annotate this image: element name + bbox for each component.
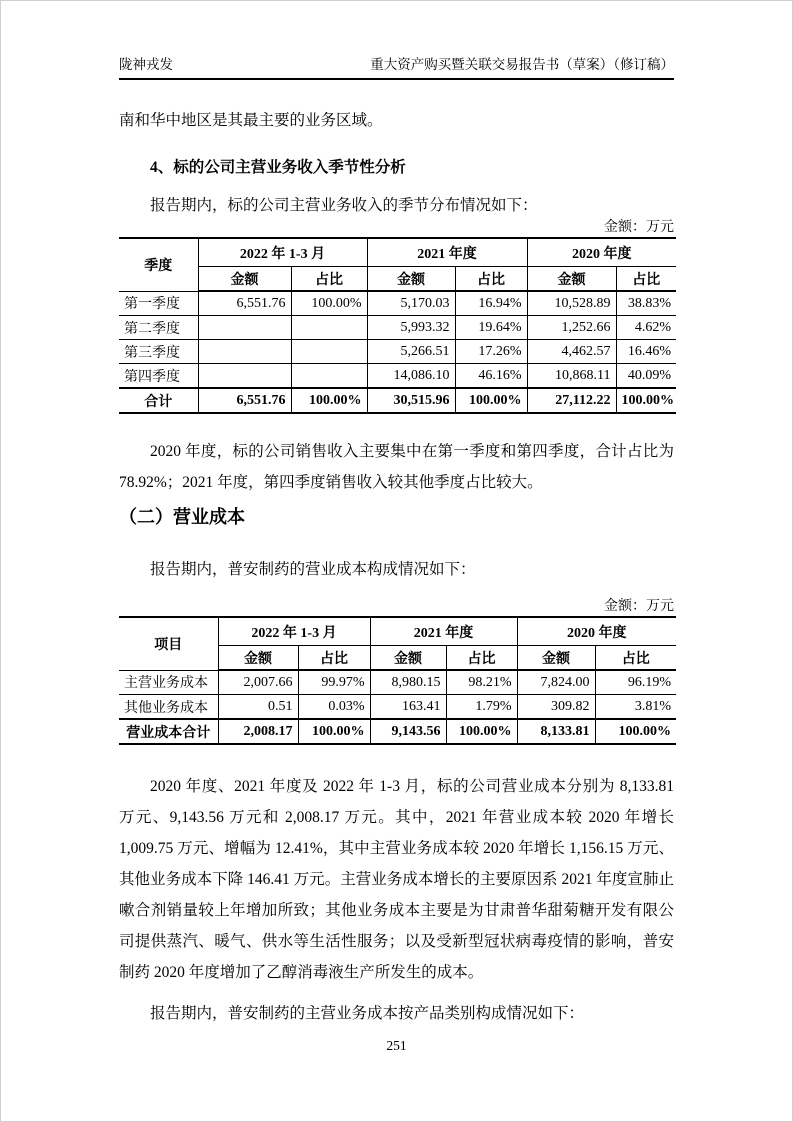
table-cell: 309.82 — [517, 695, 595, 720]
table-cell: 98.21% — [446, 670, 517, 695]
table-cell: 5,266.51 — [367, 340, 455, 364]
row-label: 第三季度 — [119, 340, 198, 364]
table-cell: 100.00% — [298, 719, 370, 744]
subheader-amount: 金额 — [367, 267, 455, 292]
header-report-title: 重大资产购买暨关联交易报告书（草案）（修订稿） — [370, 57, 674, 72]
table-cell: 4,462.57 — [527, 340, 616, 364]
page-number: 251 — [386, 1038, 407, 1053]
table-cell — [291, 364, 367, 389]
table-cell: 8,133.81 — [517, 719, 595, 744]
table-row-q4 — [119, 364, 676, 389]
row-label-total: 合计 — [119, 388, 198, 413]
table-cell: 1,252.66 — [527, 316, 616, 340]
table-cell: 6,551.76 — [198, 291, 291, 316]
row-label: 主营业务成本 — [119, 670, 218, 695]
paragraph-cost-lead: 报告期内，普安制药的营业成本构成情况如下： — [150, 561, 476, 578]
table-cell: 16.94% — [455, 291, 527, 316]
column-header-quarter: 季度 — [119, 238, 198, 291]
table-row-main-cost — [119, 670, 676, 695]
subheader-ratio: 占比 — [291, 267, 367, 292]
paragraph-cost-analysis: 2020 年度、2021 年度及 2022 年 1-3 月，标的公司营业成本分别为 8,133.81 万元、9,143.56 万元和 2,008.17 万元。其中，2021 年营业成本较 2020 年增长 1,009.75 万元、增幅为 12.41%，其中主营业务成本较 2020 年增长 1,156.15 万元、其他业务成本下降 146.41 万元。主营业务成本增长的主要原因系 2021 年度宣肺止嗽合剂销量较上年增加所致；其他业务成本主要是为甘肃普华甜菊糖开发有限公司提供蒸汽、暖气、供水等生活性服务；以及受新型冠状病毒疫情的影响，普安制药 2020 年度增加了乙醇消毒液生产所发生的成本。 — [119, 778, 674, 981]
table-cell: 9,143.56 — [370, 719, 446, 744]
subheader-ratio: 占比 — [298, 646, 370, 671]
period-header-2020: 2020 年度 — [527, 238, 676, 267]
subheader-ratio: 占比 — [616, 267, 676, 292]
table-cell: 8,980.15 — [370, 670, 446, 695]
table-cell: 1.79% — [446, 695, 517, 720]
table-cell: 14,086.10 — [367, 364, 455, 389]
period-header-2022: 2022 年 1-3 月 — [218, 617, 370, 646]
section-heading-operating-cost: （二）营业成本 — [119, 507, 245, 527]
table-cell: 5,170.03 — [367, 291, 455, 316]
period-header-2021: 2021 年度 — [370, 617, 517, 646]
subheader-ratio: 占比 — [595, 646, 676, 671]
table-cell: 46.16% — [455, 364, 527, 389]
header-company-name: 陇神戎发 — [119, 57, 173, 72]
row-label: 其他业务成本 — [119, 695, 218, 720]
subheader-amount: 金额 — [218, 646, 298, 671]
period-header-2022: 2022 年 1-3 月 — [198, 238, 367, 267]
table-row-other-cost — [119, 695, 676, 720]
table-row-total — [119, 388, 676, 413]
table-row-q1 — [119, 291, 676, 316]
table-cell: 10,528.89 — [527, 291, 616, 316]
table-cell — [291, 316, 367, 340]
subheader-amount: 金额 — [198, 267, 291, 292]
unit-label-cost: 金额：万元 — [604, 599, 674, 614]
table-cell: 40.09% — [616, 364, 676, 389]
table-cell: 100.00% — [291, 388, 367, 413]
table-cell: 2,008.17 — [218, 719, 298, 744]
subheader-amount: 金额 — [527, 267, 616, 292]
table-cell: 100.00% — [291, 291, 367, 316]
period-header-2021: 2021 年度 — [367, 238, 527, 267]
table-cell: 17.26% — [455, 340, 527, 364]
subheader-ratio: 占比 — [446, 646, 517, 671]
table-cell: 99.97% — [298, 670, 370, 695]
quarterly-revenue-table — [119, 237, 676, 414]
table-cell: 163.41 — [370, 695, 446, 720]
table-cell: 100.00% — [616, 388, 676, 413]
subsection-heading-seasonality: 4、标的公司主营业务收入季节性分析 — [150, 159, 406, 176]
table-cell: 5,993.32 — [367, 316, 455, 340]
table-header-row — [119, 238, 676, 267]
subheader-ratio: 占比 — [455, 267, 527, 292]
table-cell: 19.64% — [455, 316, 527, 340]
table-cell: 7,824.00 — [517, 670, 595, 695]
table-subheader-row — [119, 267, 676, 292]
period-header-2020: 2020 年度 — [517, 617, 676, 646]
table-cell: 27,112.22 — [527, 388, 616, 413]
table-cell: 100.00% — [455, 388, 527, 413]
table-row-total — [119, 719, 676, 744]
table-cell: 10,868.11 — [527, 364, 616, 389]
table-cell: 16.46% — [616, 340, 676, 364]
row-label: 第二季度 — [119, 316, 198, 340]
row-label: 第四季度 — [119, 364, 198, 389]
table-row-q2 — [119, 316, 676, 340]
table-cell: 38.83% — [616, 291, 676, 316]
table-cell: 3.81% — [595, 695, 676, 720]
table-cell — [198, 316, 291, 340]
table-cell: 30,515.96 — [367, 388, 455, 413]
paragraph-seasonality-lead: 报告期内，标的公司主营业务收入的季节分布情况如下： — [150, 197, 538, 214]
row-label-total: 营业成本合计 — [119, 719, 218, 744]
table-row-q3 — [119, 340, 676, 364]
page-content — [1, 1, 792, 1029]
operating-cost-table — [119, 616, 676, 745]
table-cell — [198, 340, 291, 364]
table-cell: 0.03% — [298, 695, 370, 720]
row-label: 第一季度 — [119, 291, 198, 316]
table-cell: 2,007.66 — [218, 670, 298, 695]
paragraph-product-lead: 报告期内，普安制药的主营业务成本按产品类别构成情况如下： — [150, 1005, 585, 1022]
paragraph-seasonality-note: 2020 年度，标的公司销售收入主要集中在第一季度和第四季度，合计占比为 78.92%；2021 年度，第四季度销售收入较其他季度占比较大。 — [119, 443, 674, 491]
table-cell — [291, 340, 367, 364]
table-cell: 0.51 — [218, 695, 298, 720]
table-cell: 100.00% — [595, 719, 676, 744]
subheader-amount: 金额 — [517, 646, 595, 671]
table-cell: 6,551.76 — [198, 388, 291, 413]
unit-label-revenue: 金额：万元 — [604, 220, 674, 235]
paragraph-intro: 南和华中地区是其最主要的业务区域。 — [119, 112, 383, 129]
column-header-item: 项目 — [119, 617, 218, 670]
page-header — [119, 56, 674, 80]
table-cell: 96.19% — [595, 670, 676, 695]
table-cell: 4.62% — [616, 316, 676, 340]
subheader-amount: 金额 — [370, 646, 446, 671]
table-cell: 100.00% — [446, 719, 517, 744]
table-header-row — [119, 617, 676, 646]
table-cell — [198, 364, 291, 389]
